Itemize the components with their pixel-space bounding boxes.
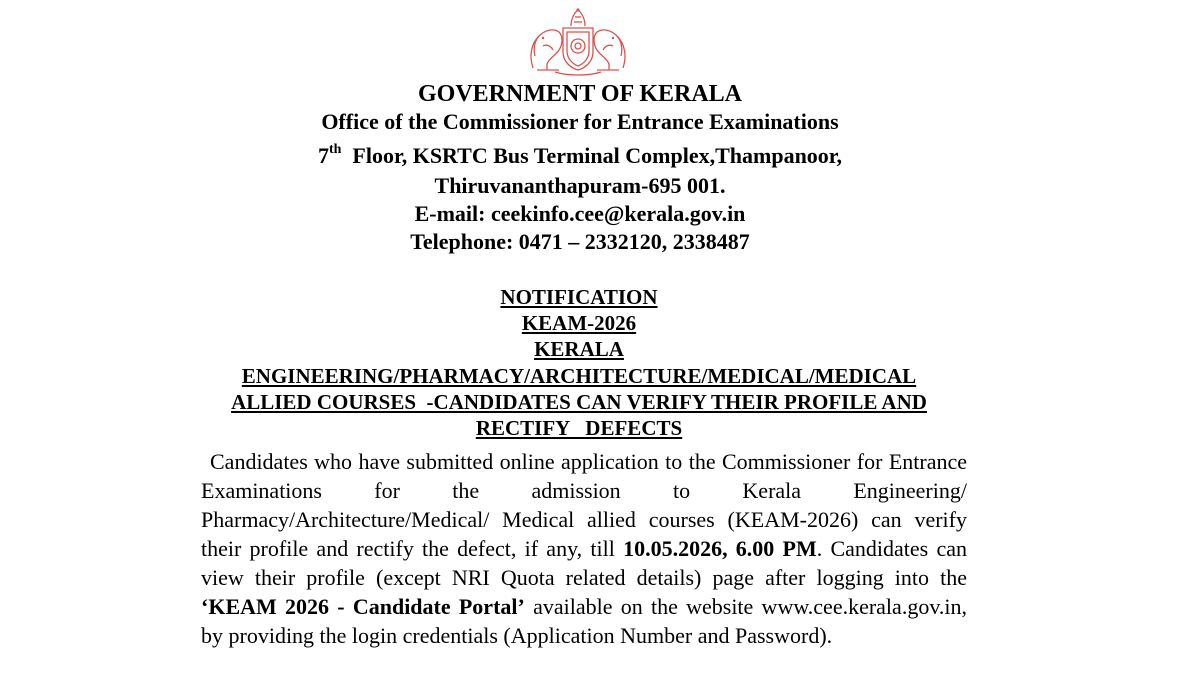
body-part-3: available on the website www.cee.kerala.gov.in, by providing the login credentials (Application Number and Password). — [201, 594, 967, 648]
notification-heading: NOTIFICATION — [500, 285, 658, 309]
city-line: Thiruvananthapuram-695 001. — [434, 173, 726, 198]
email-line: E-mail: ceekinfo.cee@kerala.gov.in — [414, 201, 746, 226]
notification-body — [201, 447, 967, 650]
office-title: Office of the Commissioner for Entrance Examinations — [321, 109, 839, 134]
floor-number: 7 — [317, 143, 329, 168]
floor-suffix: th — [328, 142, 342, 157]
body-part-1: Candidates who have submitted online application to the Commissioner for Entrance Examinations for the admission to Kerala Engineering/ Pharmacy/Architecture/Medical/ Medical allied courses (KEAM-2026) can verify their profile and rectify the defect, if any, till — [201, 449, 967, 561]
kerala-emblem-icon — [525, 6, 631, 76]
telephone-line: Telephone: 0471 – 2332120, 2338487 — [410, 229, 750, 254]
portal-name: ‘KEAM 2026 - Candidate Portal’ — [201, 594, 525, 619]
subject-line-3: RECTIFY DEFECTS — [475, 416, 683, 440]
exam-heading: KEAM-2026 — [521, 311, 637, 335]
body-part-2: . Candidates can view their profile (except NRI Quota related details) page after logging into the — [201, 536, 967, 590]
subject-line-1: ENGINEERING/PHARMACY/ARCHITECTURE/MEDICAL/MEDICAL — [241, 364, 917, 388]
address-text: Floor, KSRTC Bus Terminal Complex,Thampanoor, — [352, 143, 843, 168]
address-line — [0, 140, 1180, 172]
subject-line-2: ALLIED COURSES -CANDIDATES CAN VERIFY THEIR PROFILE AND — [231, 390, 927, 414]
state-heading: KERALA — [534, 337, 624, 361]
deadline: 10.05.2026, 6.00 PM — [623, 536, 817, 561]
government-title: GOVERNMENT OF KERALA — [417, 81, 743, 107]
